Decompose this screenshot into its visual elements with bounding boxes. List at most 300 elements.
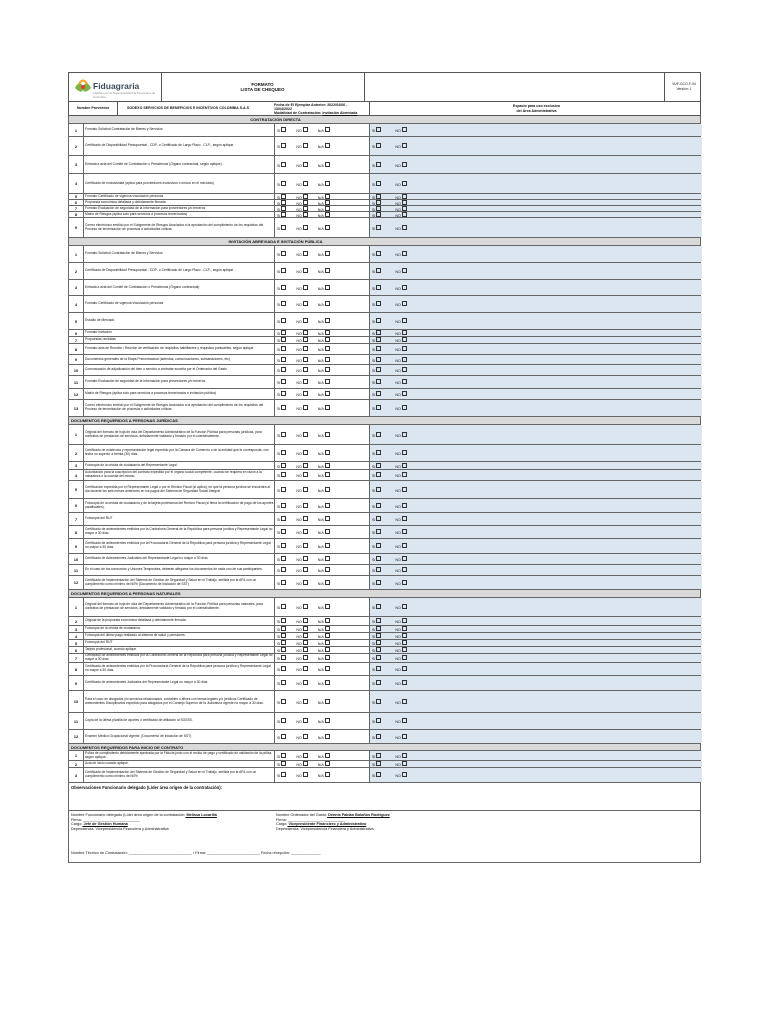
checkbox-no[interactable] <box>395 143 406 149</box>
checkbox-box-si[interactable] <box>376 212 381 217</box>
checkbox-na[interactable] <box>318 367 330 373</box>
checkbox-si[interactable] <box>372 330 381 336</box>
checkbox-na[interactable] <box>318 301 330 307</box>
checkbox-box-na[interactable] <box>325 206 330 211</box>
checkbox-box-si[interactable] <box>376 206 381 211</box>
checkbox-no[interactable] <box>395 761 406 767</box>
checkbox-si[interactable] <box>277 626 286 632</box>
checkbox-si[interactable] <box>277 330 286 336</box>
checkbox-no[interactable] <box>395 567 406 573</box>
checkbox-box-si[interactable] <box>376 633 381 638</box>
checkbox-box-si[interactable] <box>281 337 286 342</box>
checkbox-na[interactable] <box>318 162 330 168</box>
checkbox-si[interactable] <box>372 212 381 218</box>
checkbox-si[interactable] <box>277 318 286 324</box>
checkbox-box-no[interactable] <box>402 753 407 758</box>
checkbox-no[interactable] <box>296 543 307 549</box>
checkbox-box-na[interactable] <box>325 556 330 561</box>
checkbox-box-si[interactable] <box>376 753 381 758</box>
checkbox-si[interactable] <box>372 516 381 522</box>
checkbox-box-na[interactable] <box>325 391 330 396</box>
checkbox-box-no[interactable] <box>402 143 407 148</box>
checkbox-box-si[interactable] <box>281 753 286 758</box>
checkbox-no[interactable] <box>395 337 406 343</box>
checkbox-si[interactable] <box>277 718 286 724</box>
checkbox-na[interactable] <box>318 604 330 610</box>
checkbox-na[interactable] <box>318 127 330 133</box>
checkbox-si[interactable] <box>277 604 286 610</box>
checkbox-box-si[interactable] <box>376 604 381 609</box>
checkbox-box-na[interactable] <box>325 647 330 652</box>
checkbox-box-no[interactable] <box>402 450 407 455</box>
checkbox-box-no[interactable] <box>303 391 308 396</box>
checkbox-no[interactable] <box>296 618 307 624</box>
checkbox-no[interactable] <box>395 318 406 324</box>
checkbox-no[interactable] <box>395 718 406 724</box>
checkbox-box-no[interactable] <box>402 618 407 623</box>
checkbox-box-no[interactable] <box>402 379 407 384</box>
checkbox-box-no[interactable] <box>402 543 407 548</box>
checkbox-na[interactable] <box>318 432 330 438</box>
checkbox-si[interactable] <box>277 450 286 456</box>
checkbox-box-no[interactable] <box>402 405 407 410</box>
checkbox-box-no[interactable] <box>402 699 407 704</box>
checkbox-no[interactable] <box>296 699 307 705</box>
checkbox-box-na[interactable] <box>325 181 330 186</box>
checkbox-box-si[interactable] <box>376 503 381 508</box>
checkbox-si[interactable] <box>372 346 381 352</box>
checkbox-box-si[interactable] <box>376 379 381 384</box>
checkbox-no[interactable] <box>395 330 406 336</box>
checkbox-no[interactable] <box>395 301 406 307</box>
checkbox-box-si[interactable] <box>376 285 381 290</box>
checkbox-box-no[interactable] <box>303 285 308 290</box>
checkbox-box-na[interactable] <box>325 761 330 766</box>
checkbox-box-no[interactable] <box>402 206 407 211</box>
checkbox-no[interactable] <box>395 432 406 438</box>
checkbox-si[interactable] <box>372 225 381 231</box>
checkbox-box-no[interactable] <box>303 405 308 410</box>
checkbox-box-no[interactable] <box>402 432 407 437</box>
checkbox-si[interactable] <box>372 633 381 639</box>
checkbox-si[interactable] <box>372 567 381 573</box>
checkbox-box-no[interactable] <box>402 318 407 323</box>
checkbox-na[interactable] <box>318 450 330 456</box>
checkbox-box-si[interactable] <box>376 162 381 167</box>
checkbox-na[interactable] <box>318 212 330 218</box>
checkbox-box-si[interactable] <box>281 640 286 645</box>
checkbox-box-si[interactable] <box>281 391 286 396</box>
checkbox-box-na[interactable] <box>325 472 330 477</box>
checkbox-box-no[interactable] <box>303 626 308 631</box>
checkbox-box-si[interactable] <box>376 391 381 396</box>
checkbox-box-no[interactable] <box>303 450 308 455</box>
checkbox-si[interactable] <box>372 143 381 149</box>
checkbox-box-si[interactable] <box>376 450 381 455</box>
checkbox-na[interactable] <box>318 357 330 363</box>
checkbox-box-si[interactable] <box>376 337 381 342</box>
checkbox-na[interactable] <box>318 503 330 509</box>
checkbox-no[interactable] <box>395 640 406 646</box>
checkbox-box-si[interactable] <box>376 127 381 132</box>
checkbox-box-si[interactable] <box>376 734 381 739</box>
checkbox-no[interactable] <box>296 647 307 653</box>
checkbox-si[interactable] <box>372 718 381 724</box>
checkbox-no[interactable] <box>395 626 406 632</box>
checkbox-na[interactable] <box>318 618 330 624</box>
checkbox-box-no[interactable] <box>303 618 308 623</box>
checkbox-si[interactable] <box>372 734 381 740</box>
checkbox-box-no[interactable] <box>402 285 407 290</box>
checkbox-no[interactable] <box>395 251 406 257</box>
checkbox-no[interactable] <box>395 268 406 274</box>
checkbox-na[interactable] <box>318 718 330 724</box>
checkbox-box-na[interactable] <box>325 529 330 534</box>
checkbox-box-na[interactable] <box>325 346 330 351</box>
checkbox-no[interactable] <box>296 567 307 573</box>
checkbox-box-si[interactable] <box>281 567 286 572</box>
checkbox-si[interactable] <box>277 680 286 686</box>
checkbox-si[interactable] <box>277 734 286 740</box>
checkbox-box-no[interactable] <box>402 567 407 572</box>
checkbox-si[interactable] <box>277 127 286 133</box>
checkbox-box-no[interactable] <box>303 181 308 186</box>
checkbox-si[interactable] <box>277 391 286 397</box>
checkbox-box-no[interactable] <box>303 604 308 609</box>
checkbox-box-si[interactable] <box>376 318 381 323</box>
checkbox-box-no[interactable] <box>402 463 407 468</box>
checkbox-box-no[interactable] <box>402 357 407 362</box>
checkbox-no[interactable] <box>296 734 307 740</box>
checkbox-box-na[interactable] <box>325 699 330 704</box>
checkbox-box-si[interactable] <box>376 647 381 652</box>
checkbox-no[interactable] <box>296 143 307 149</box>
checkbox-box-no[interactable] <box>402 330 407 335</box>
checkbox-si[interactable] <box>372 666 381 672</box>
checkbox-box-si[interactable] <box>376 432 381 437</box>
checkbox-box-si[interactable] <box>281 450 286 455</box>
checkbox-si[interactable] <box>277 580 286 586</box>
checkbox-box-no[interactable] <box>303 666 308 671</box>
checkbox-box-si[interactable] <box>376 543 381 548</box>
checkbox-box-na[interactable] <box>325 285 330 290</box>
checkbox-box-si[interactable] <box>281 618 286 623</box>
checkbox-no[interactable] <box>395 503 406 509</box>
checkbox-na[interactable] <box>318 285 330 291</box>
checkbox-no[interactable] <box>296 604 307 610</box>
checkbox-box-si[interactable] <box>281 529 286 534</box>
checkbox-no[interactable] <box>395 655 406 661</box>
checkbox-box-na[interactable] <box>325 543 330 548</box>
checkbox-box-no[interactable] <box>303 680 308 685</box>
checkbox-box-no[interactable] <box>402 626 407 631</box>
checkbox-si[interactable] <box>277 367 286 373</box>
checkbox-na[interactable] <box>318 626 330 632</box>
checkbox-no[interactable] <box>296 487 307 493</box>
checkbox-si[interactable] <box>277 268 286 274</box>
checkbox-si[interactable] <box>277 487 286 493</box>
checkbox-box-no[interactable] <box>303 194 308 199</box>
checkbox-no[interactable] <box>395 379 406 385</box>
checkbox-no[interactable] <box>395 285 406 291</box>
checkbox-si[interactable] <box>277 699 286 705</box>
checkbox-si[interactable] <box>277 567 286 573</box>
checkbox-na[interactable] <box>318 680 330 686</box>
checkbox-no[interactable] <box>296 330 307 336</box>
checkbox-box-na[interactable] <box>325 450 330 455</box>
checkbox-si[interactable] <box>277 618 286 624</box>
checkbox-si[interactable] <box>372 640 381 646</box>
checkbox-no[interactable] <box>296 346 307 352</box>
checkbox-box-no[interactable] <box>303 472 308 477</box>
checkbox-si[interactable] <box>277 225 286 231</box>
checkbox-box-si[interactable] <box>376 143 381 148</box>
checkbox-si[interactable] <box>277 301 286 307</box>
checkbox-box-si[interactable] <box>281 301 286 306</box>
checkbox-si[interactable] <box>277 181 286 187</box>
checkbox-no[interactable] <box>395 212 406 218</box>
checkbox-box-si[interactable] <box>376 556 381 561</box>
checkbox-box-no[interactable] <box>303 200 308 205</box>
checkbox-na[interactable] <box>318 225 330 231</box>
checkbox-no[interactable] <box>296 268 307 274</box>
checkbox-box-si[interactable] <box>376 618 381 623</box>
checkbox-no[interactable] <box>296 162 307 168</box>
checkbox-box-si[interactable] <box>376 463 381 468</box>
checkbox-si[interactable] <box>372 432 381 438</box>
checkbox-no[interactable] <box>296 181 307 187</box>
checkbox-si[interactable] <box>372 463 381 469</box>
checkbox-na[interactable] <box>318 529 330 535</box>
checkbox-box-na[interactable] <box>325 318 330 323</box>
checkbox-box-no[interactable] <box>303 379 308 384</box>
checkbox-box-si[interactable] <box>281 680 286 685</box>
checkbox-na[interactable] <box>318 391 330 397</box>
checkbox-na[interactable] <box>318 181 330 187</box>
checkbox-no[interactable] <box>395 753 406 759</box>
checkbox-box-no[interactable] <box>303 772 308 777</box>
checkbox-box-si[interactable] <box>281 626 286 631</box>
checkbox-box-na[interactable] <box>325 251 330 256</box>
checkbox-no[interactable] <box>395 556 406 562</box>
checkbox-box-na[interactable] <box>325 618 330 623</box>
checkbox-si[interactable] <box>372 450 381 456</box>
checkbox-box-na[interactable] <box>325 225 330 230</box>
checkbox-box-no[interactable] <box>303 516 308 521</box>
checkbox-box-na[interactable] <box>325 633 330 638</box>
checkbox-na[interactable] <box>318 734 330 740</box>
checkbox-box-no[interactable] <box>402 181 407 186</box>
checkbox-box-no[interactable] <box>402 680 407 685</box>
checkbox-na[interactable] <box>318 543 330 549</box>
checkbox-box-si[interactable] <box>281 655 286 660</box>
checkbox-box-na[interactable] <box>325 516 330 521</box>
checkbox-box-no[interactable] <box>303 633 308 638</box>
checkbox-si[interactable] <box>372 405 381 411</box>
checkbox-box-si[interactable] <box>281 143 286 148</box>
checkbox-box-no[interactable] <box>402 633 407 638</box>
checkbox-box-si[interactable] <box>281 761 286 766</box>
checkbox-no[interactable] <box>296 666 307 672</box>
checkbox-no[interactable] <box>296 580 307 586</box>
checkbox-box-no[interactable] <box>402 487 407 492</box>
observations-box[interactable]: Observaciones Funcionario delegado (Líder área origen de la contratación): <box>68 783 701 811</box>
checkbox-box-no[interactable] <box>303 367 308 372</box>
checkbox-box-na[interactable] <box>325 463 330 468</box>
checkbox-box-si[interactable] <box>281 580 286 585</box>
checkbox-si[interactable] <box>372 268 381 274</box>
checkbox-no[interactable] <box>296 655 307 661</box>
checkbox-no[interactable] <box>395 357 406 363</box>
checkbox-box-na[interactable] <box>325 718 330 723</box>
checkbox-si[interactable] <box>277 337 286 343</box>
checkbox-no[interactable] <box>395 580 406 586</box>
checkbox-no[interactable] <box>296 432 307 438</box>
checkbox-box-na[interactable] <box>325 301 330 306</box>
checkbox-box-si[interactable] <box>281 516 286 521</box>
checkbox-box-na[interactable] <box>325 194 330 199</box>
checkbox-box-si[interactable] <box>376 718 381 723</box>
checkbox-box-no[interactable] <box>303 580 308 585</box>
checkbox-no[interactable] <box>296 212 307 218</box>
checkbox-box-si[interactable] <box>376 772 381 777</box>
checkbox-box-si[interactable] <box>281 604 286 609</box>
checkbox-box-na[interactable] <box>325 503 330 508</box>
checkbox-no[interactable] <box>395 487 406 493</box>
checkbox-no[interactable] <box>395 516 406 522</box>
checkbox-na[interactable] <box>318 772 330 778</box>
checkbox-box-si[interactable] <box>376 181 381 186</box>
checkbox-na[interactable] <box>318 556 330 562</box>
checkbox-no[interactable] <box>296 405 307 411</box>
checkbox-no[interactable] <box>395 181 406 187</box>
checkbox-na[interactable] <box>318 699 330 705</box>
checkbox-box-no[interactable] <box>402 604 407 609</box>
checkbox-si[interactable] <box>277 543 286 549</box>
checkbox-na[interactable] <box>318 580 330 586</box>
checkbox-box-na[interactable] <box>325 666 330 671</box>
checkbox-no[interactable] <box>395 772 406 778</box>
checkbox-box-no[interactable] <box>303 346 308 351</box>
checkbox-box-na[interactable] <box>325 143 330 148</box>
checkbox-box-na[interactable] <box>325 567 330 572</box>
checkbox-si[interactable] <box>277 285 286 291</box>
checkbox-box-no[interactable] <box>303 212 308 217</box>
checkbox-box-si[interactable] <box>281 206 286 211</box>
checkbox-box-no[interactable] <box>402 337 407 342</box>
checkbox-si[interactable] <box>372 162 381 168</box>
checkbox-na[interactable] <box>318 666 330 672</box>
checkbox-box-no[interactable] <box>402 212 407 217</box>
checkbox-si[interactable] <box>372 556 381 562</box>
checkbox-si[interactable] <box>372 529 381 535</box>
checkbox-si[interactable] <box>372 367 381 373</box>
checkbox-box-na[interactable] <box>325 200 330 205</box>
checkbox-si[interactable] <box>372 543 381 549</box>
checkbox-box-no[interactable] <box>402 529 407 534</box>
checkbox-box-no[interactable] <box>303 718 308 723</box>
checkbox-na[interactable] <box>318 463 330 469</box>
checkbox-no[interactable] <box>395 647 406 653</box>
checkbox-box-si[interactable] <box>281 699 286 704</box>
checkbox-box-na[interactable] <box>325 268 330 273</box>
checkbox-na[interactable] <box>318 647 330 653</box>
checkbox-box-si[interactable] <box>376 699 381 704</box>
checkbox-box-si[interactable] <box>281 379 286 384</box>
checkbox-na[interactable] <box>318 761 330 767</box>
checkbox-si[interactable] <box>372 772 381 778</box>
checkbox-box-no[interactable] <box>402 194 407 199</box>
checkbox-box-si[interactable] <box>376 580 381 585</box>
checkbox-box-no[interactable] <box>303 206 308 211</box>
checkbox-box-si[interactable] <box>376 761 381 766</box>
checkbox-box-si[interactable] <box>376 268 381 273</box>
checkbox-box-no[interactable] <box>402 301 407 306</box>
checkbox-box-no[interactable] <box>402 200 407 205</box>
checkbox-box-na[interactable] <box>325 655 330 660</box>
checkbox-si[interactable] <box>372 337 381 343</box>
checkbox-no[interactable] <box>395 543 406 549</box>
checkbox-no[interactable] <box>296 367 307 373</box>
checkbox-no[interactable] <box>296 680 307 686</box>
checkbox-no[interactable] <box>296 472 307 478</box>
checkbox-box-si[interactable] <box>376 472 381 477</box>
checkbox-no[interactable] <box>395 225 406 231</box>
checkbox-box-na[interactable] <box>325 379 330 384</box>
checkbox-box-no[interactable] <box>303 162 308 167</box>
checkbox-si[interactable] <box>277 633 286 639</box>
checkbox-box-si[interactable] <box>376 680 381 685</box>
checkbox-si[interactable] <box>372 472 381 478</box>
checkbox-box-no[interactable] <box>303 655 308 660</box>
checkbox-box-si[interactable] <box>281 194 286 199</box>
checkbox-box-no[interactable] <box>402 640 407 645</box>
checkbox-box-no[interactable] <box>303 567 308 572</box>
checkbox-na[interactable] <box>318 640 330 646</box>
checkbox-si[interactable] <box>372 753 381 759</box>
checkbox-no[interactable] <box>395 699 406 705</box>
checkbox-no[interactable] <box>296 556 307 562</box>
checkbox-box-no[interactable] <box>303 143 308 148</box>
checkbox-si[interactable] <box>277 666 286 672</box>
checkbox-no[interactable] <box>395 734 406 740</box>
checkbox-na[interactable] <box>318 633 330 639</box>
checkbox-box-no[interactable] <box>303 463 308 468</box>
checkbox-na[interactable] <box>318 405 330 411</box>
checkbox-box-na[interactable] <box>325 405 330 410</box>
checkbox-box-no[interactable] <box>303 503 308 508</box>
checkbox-box-na[interactable] <box>325 580 330 585</box>
checkbox-box-no[interactable] <box>303 251 308 256</box>
checkbox-box-si[interactable] <box>281 543 286 548</box>
checkbox-na[interactable] <box>318 143 330 149</box>
checkbox-no[interactable] <box>395 162 406 168</box>
checkbox-box-no[interactable] <box>303 268 308 273</box>
checkbox-no[interactable] <box>296 516 307 522</box>
checkbox-box-na[interactable] <box>325 604 330 609</box>
checkbox-no[interactable] <box>395 346 406 352</box>
checkbox-no[interactable] <box>296 301 307 307</box>
checkbox-no[interactable] <box>296 463 307 469</box>
checkbox-si[interactable] <box>277 162 286 168</box>
checkbox-box-si[interactable] <box>281 127 286 132</box>
checkbox-si[interactable] <box>277 761 286 767</box>
checkbox-si[interactable] <box>277 143 286 149</box>
checkbox-box-no[interactable] <box>402 472 407 477</box>
checkbox-box-na[interactable] <box>325 772 330 777</box>
checkbox-no[interactable] <box>395 604 406 610</box>
checkbox-no[interactable] <box>296 391 307 397</box>
